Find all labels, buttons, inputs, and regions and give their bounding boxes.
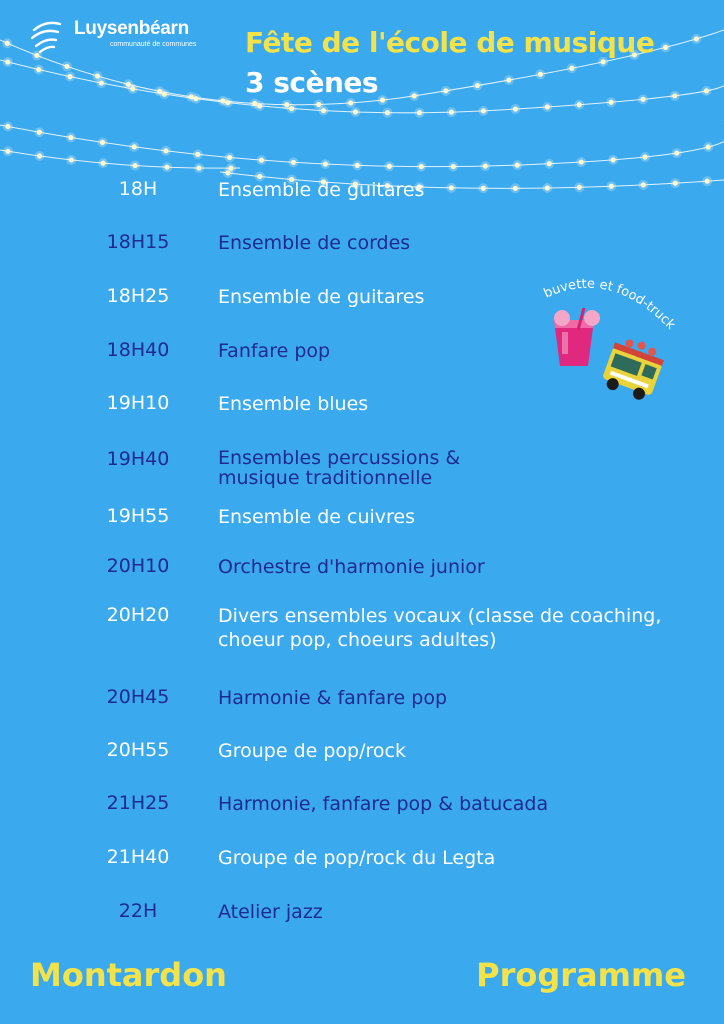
- schedule-act: [218, 448, 708, 488]
- light-bulb: [132, 163, 137, 168]
- drink-icon: [548, 306, 604, 370]
- light-bulb: [412, 93, 417, 98]
- light-bulb: [481, 108, 486, 113]
- light-bulb: [5, 59, 10, 64]
- light-bulb: [385, 110, 390, 115]
- light-bulb: [164, 165, 169, 170]
- event-title: Fête de l'école de musique: [245, 26, 655, 59]
- light-bulb: [68, 135, 73, 140]
- schedule-act: Harmonie & fanfare pop: [218, 687, 448, 709]
- light-bulb: [704, 88, 709, 93]
- light-bulb: [194, 96, 199, 101]
- light-bulb: [547, 161, 552, 166]
- light-bulb: [609, 100, 614, 105]
- light-bulb: [577, 102, 582, 107]
- light-bulb: [323, 161, 328, 166]
- schedule-act: Groupe de pop/rock: [218, 740, 406, 762]
- programme-label: Programme: [476, 956, 686, 994]
- light-bulb: [99, 80, 104, 85]
- light-bulb: [195, 152, 200, 157]
- schedule-act: [218, 604, 708, 652]
- light-bulb: [642, 154, 647, 159]
- light-bulb: [706, 144, 711, 149]
- light-bulb: [545, 104, 550, 109]
- light-bulb: [579, 159, 584, 164]
- schedule-act-line2: choeur pop, choeurs adultes): [218, 629, 497, 651]
- light-bulb: [69, 157, 74, 162]
- light-bulb: [611, 157, 616, 162]
- light-bulb: [227, 155, 232, 160]
- light-bulb: [101, 161, 106, 166]
- location-label: Montardon: [30, 956, 227, 994]
- light-bulb: [130, 86, 135, 91]
- light-bulb: [163, 148, 168, 153]
- light-bulb: [419, 164, 424, 169]
- schedule-time: 18H15: [106, 231, 170, 253]
- light-bulb: [674, 150, 679, 155]
- light-bulb: [515, 163, 520, 168]
- light-bulb: [694, 36, 699, 41]
- schedule-time: 18H40: [106, 339, 170, 361]
- light-bulb: [95, 73, 100, 78]
- schedule-time: 21H40: [106, 846, 170, 868]
- light-bulb: [569, 66, 574, 71]
- logo-subtitle: communauté de communes: [110, 41, 197, 48]
- light-bulb: [37, 130, 42, 135]
- light-bulb: [289, 106, 294, 111]
- light-bulb: [257, 103, 262, 108]
- light-bulb: [443, 88, 448, 93]
- event-subtitle: 3 scènes: [245, 66, 379, 99]
- schedule-act: Ensemble de guitares: [218, 286, 425, 308]
- light-bulb: [321, 108, 326, 113]
- light-bulb: [348, 100, 353, 105]
- light-bulb: [5, 41, 10, 46]
- light-bulb: [417, 110, 422, 115]
- schedule-time: 18H: [118, 178, 158, 200]
- light-bulb: [196, 165, 201, 170]
- schedule-act-line2: musique traditionnelle: [218, 467, 433, 489]
- schedule-act: Fanfare pop: [218, 340, 331, 362]
- schedule-act: Ensemble de cordes: [218, 232, 411, 254]
- light-bulb: [387, 164, 392, 169]
- schedule-time: 21H25: [106, 792, 170, 814]
- light-bulb: [475, 83, 480, 88]
- light-bulb: [291, 160, 296, 165]
- logo-name: Luysenbéarn: [74, 18, 189, 39]
- schedule-time: 19H55: [106, 505, 170, 527]
- light-bulb: [513, 106, 518, 111]
- schedule-act: Groupe de pop/rock du Legta: [218, 847, 496, 869]
- light-bulb: [316, 102, 321, 107]
- logo-wave-icon: [30, 16, 72, 56]
- light-bulb: [37, 153, 42, 158]
- schedule-time: 22H: [118, 900, 158, 922]
- light-bulb: [353, 109, 358, 114]
- schedule-time: 18H25: [106, 285, 170, 307]
- schedule-time: 20H20: [106, 604, 170, 626]
- buvette-text: buvette et food-truck: [541, 276, 679, 333]
- light-bulb: [64, 64, 69, 69]
- schedule-act-line1: Divers ensembles vocaux (classe de coaching,: [218, 605, 662, 627]
- light-bulb: [672, 93, 677, 98]
- schedule-act: Ensemble de guitares: [218, 179, 425, 201]
- schedule-act: Ensemble de cuivres: [218, 506, 415, 528]
- schedule-act: Atelier jazz: [218, 901, 323, 923]
- light-bulb: [355, 163, 360, 168]
- schedule-time: 20H45: [106, 686, 170, 708]
- light-bulb: [483, 163, 488, 168]
- schedule-act-line1: Ensembles percussions &: [218, 447, 461, 469]
- schedule-time: 19H40: [106, 448, 170, 470]
- light-bulb: [5, 149, 10, 154]
- light-bulb: [259, 158, 264, 163]
- light-bulb: [5, 124, 10, 129]
- schedule-time: 20H55: [106, 739, 170, 761]
- light-bulb: [663, 45, 668, 50]
- light-bulb: [36, 67, 41, 72]
- light-bulb: [449, 110, 454, 115]
- light-bulb: [380, 97, 385, 102]
- light-bulb: [67, 74, 72, 79]
- light-bulb: [228, 166, 233, 171]
- schedule-time: 19H10: [106, 392, 170, 414]
- light-bulb: [451, 164, 456, 169]
- light-bulb: [162, 91, 167, 96]
- light-bulb: [640, 97, 645, 102]
- schedule-time: 20H10: [106, 555, 170, 577]
- light-bulb: [132, 144, 137, 149]
- light-bulb: [225, 100, 230, 105]
- schedule-act: Ensemble blues: [218, 393, 369, 415]
- light-bulb: [538, 72, 543, 77]
- light-bulb: [100, 140, 105, 145]
- luysenbearn-logo: [30, 16, 240, 56]
- schedule-act: Orchestre d'harmonie junior: [218, 556, 485, 578]
- light-bulb: [601, 59, 606, 64]
- light-bulb: [506, 77, 511, 82]
- food-truck-icon: [600, 338, 664, 406]
- schedule-act: Harmonie, fanfare pop & batucada: [218, 793, 549, 815]
